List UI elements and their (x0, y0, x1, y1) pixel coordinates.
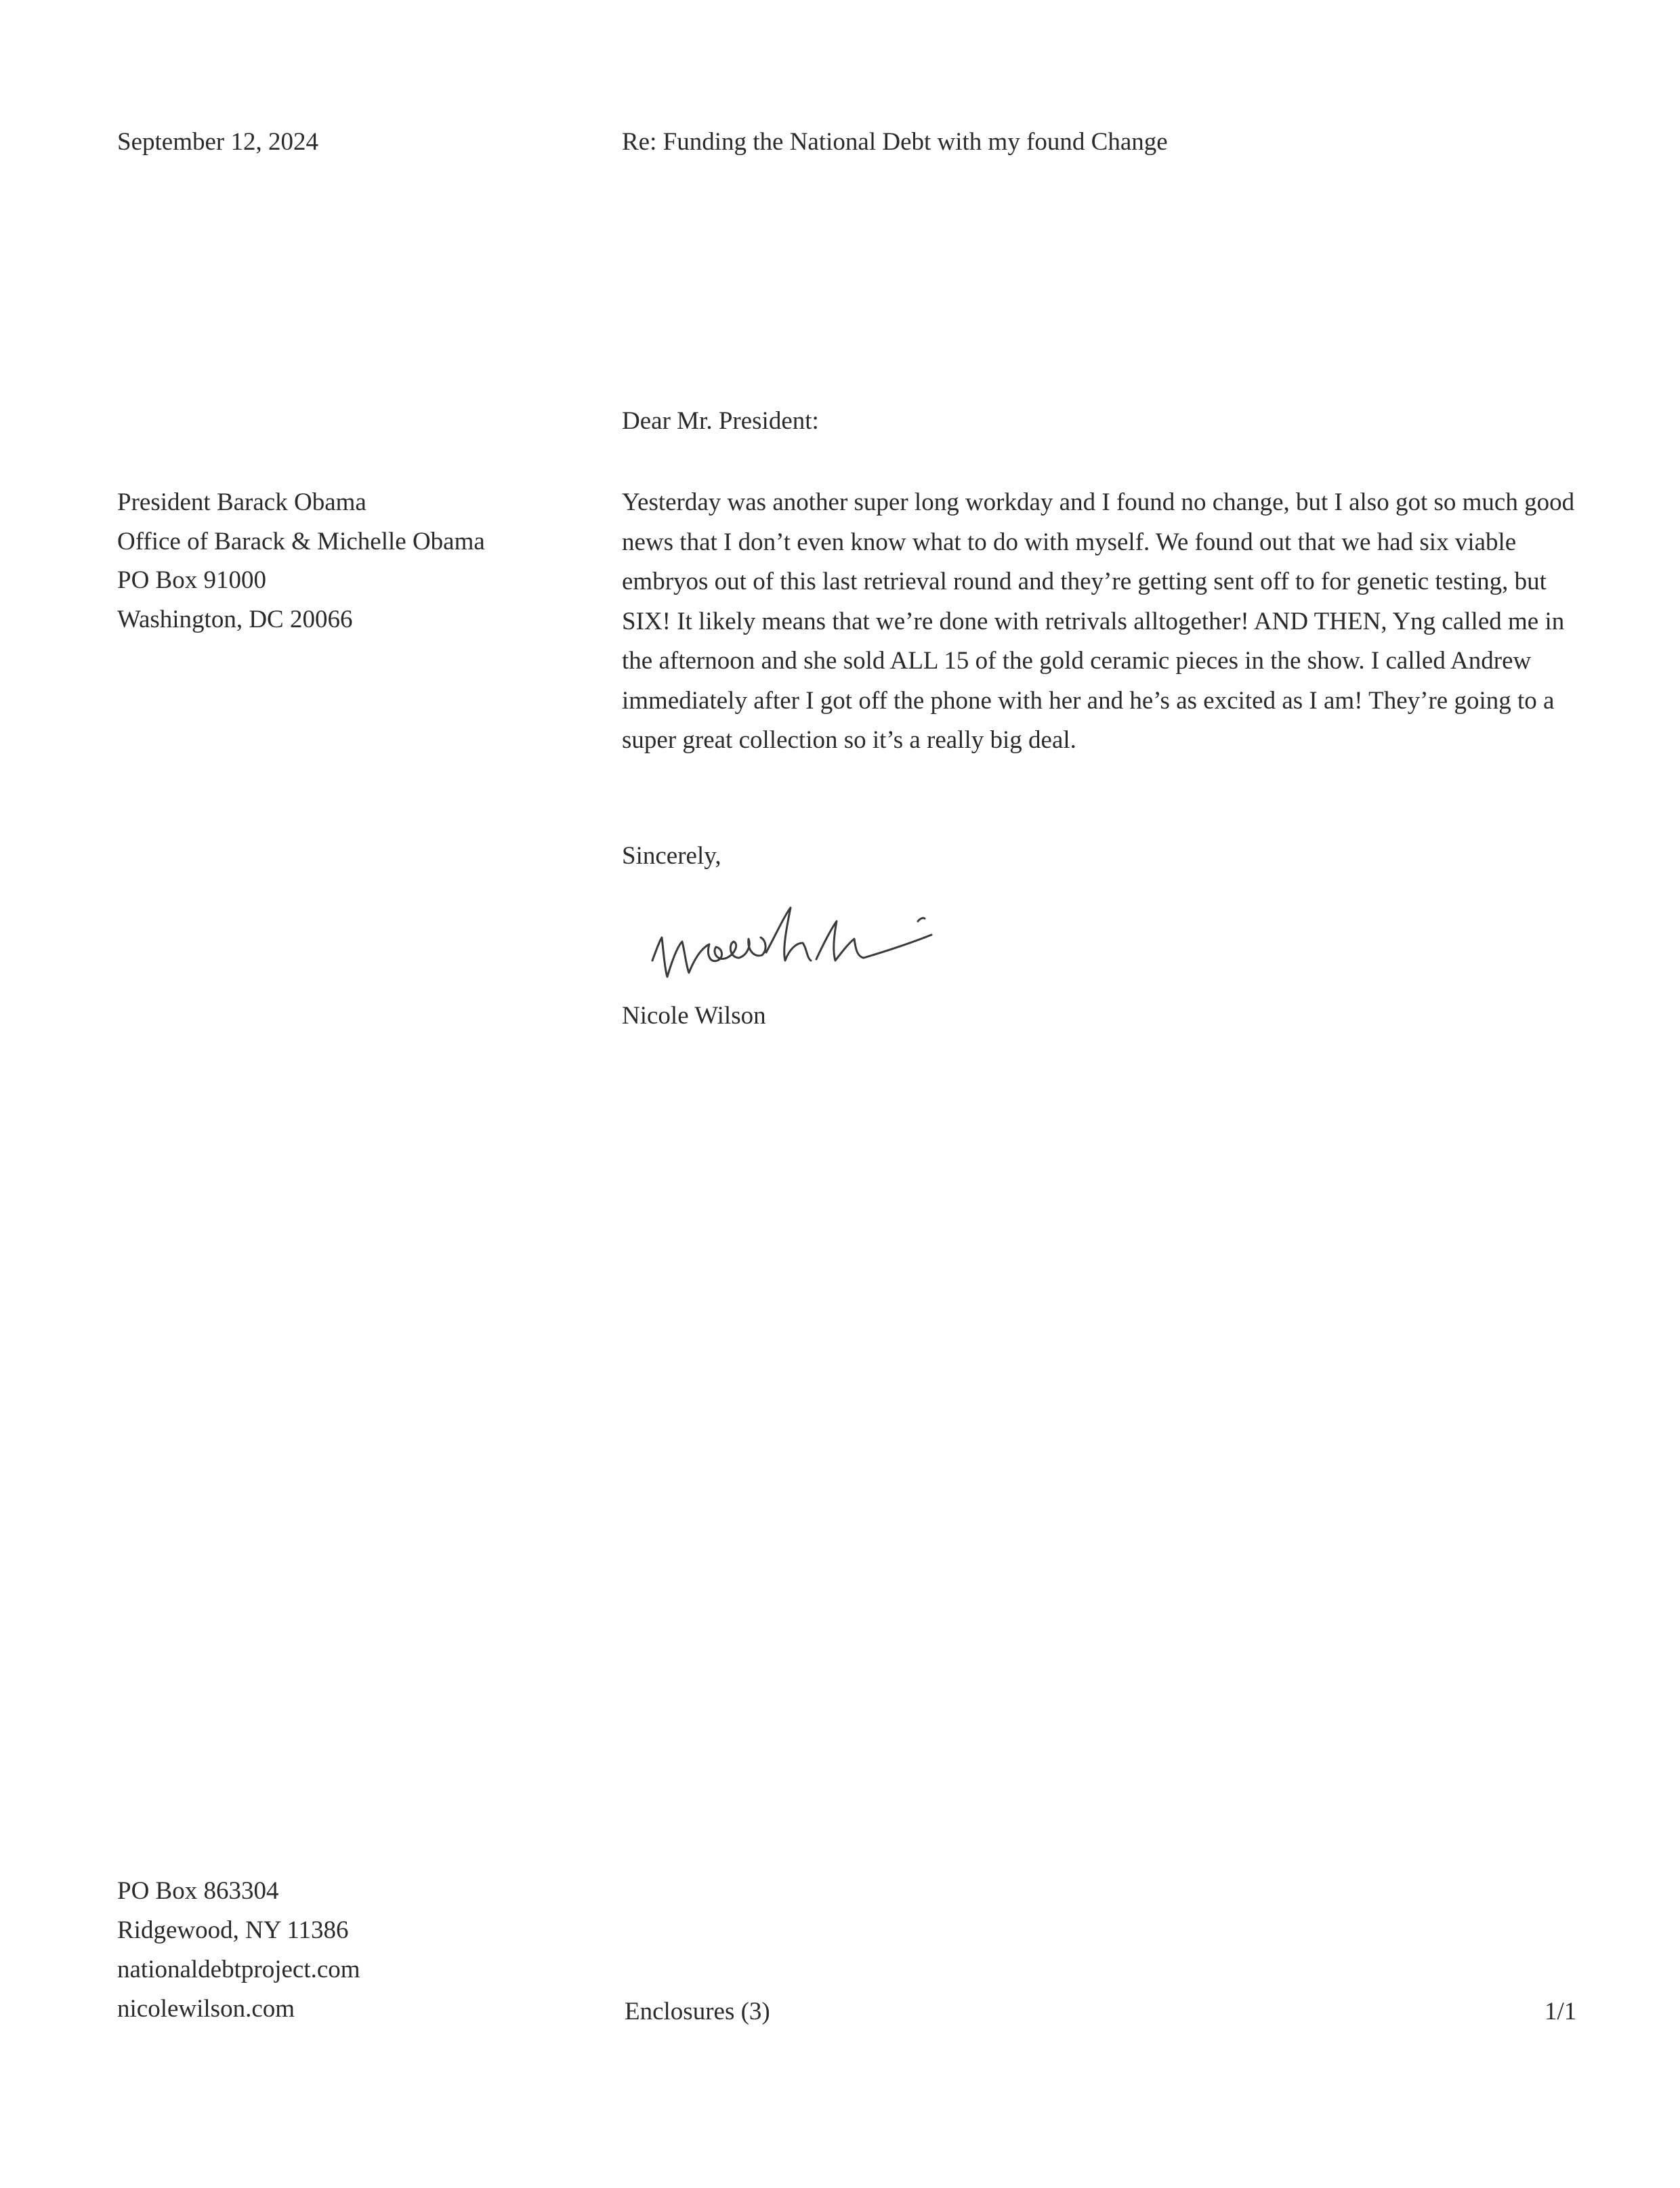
handwritten-signature (647, 887, 999, 989)
salutation: Dear Mr. President: (622, 407, 819, 435)
recipient-line: President Barack Obama (117, 488, 366, 516)
subject-line: Re: Funding the National Debt with my found Change (622, 128, 1168, 156)
sender-line: Ridgewood, NY 11386 (117, 1916, 349, 1944)
enclosures-note: Enclosures (3) (625, 1998, 770, 2025)
recipient-line: PO Box 91000 (117, 566, 266, 594)
sender-contact (117, 1872, 360, 2029)
letter-date: September 12, 2024 (117, 128, 318, 156)
recipient-address (117, 483, 485, 639)
sender-website: nicolewilson.com (117, 1995, 295, 2023)
signer-name: Nicole Wilson (622, 1002, 766, 1030)
sender-line: PO Box 863304 (117, 1877, 279, 1905)
recipient-line: Office of Barack & Michelle Obama (117, 527, 485, 555)
letter-body: Yesterday was another super long workday and I found no change, but I also got so much good news that I don’t even know what to do with myself. We found out that we had six viable embryos out of this last retrieval round and they’re getting sent off to for genetic testing, but SIX! It likely means that we’re done with retrivals alltogether! AND THEN, Yng called me in the afternoon and she sold ALL 15 of the gold ceramic pieces in the show. I called Andrew immediately after I got off the phone with her and he’s as excited as I am! They’re going to a super great collection so it’s a really big deal. (622, 488, 1575, 754)
page-number: 1/1 (1545, 1998, 1577, 2025)
closing: Sincerely, (622, 842, 721, 870)
recipient-line: Washington, DC 20066 (117, 605, 353, 633)
sender-website: nationaldebtproject.com (117, 1956, 360, 1983)
